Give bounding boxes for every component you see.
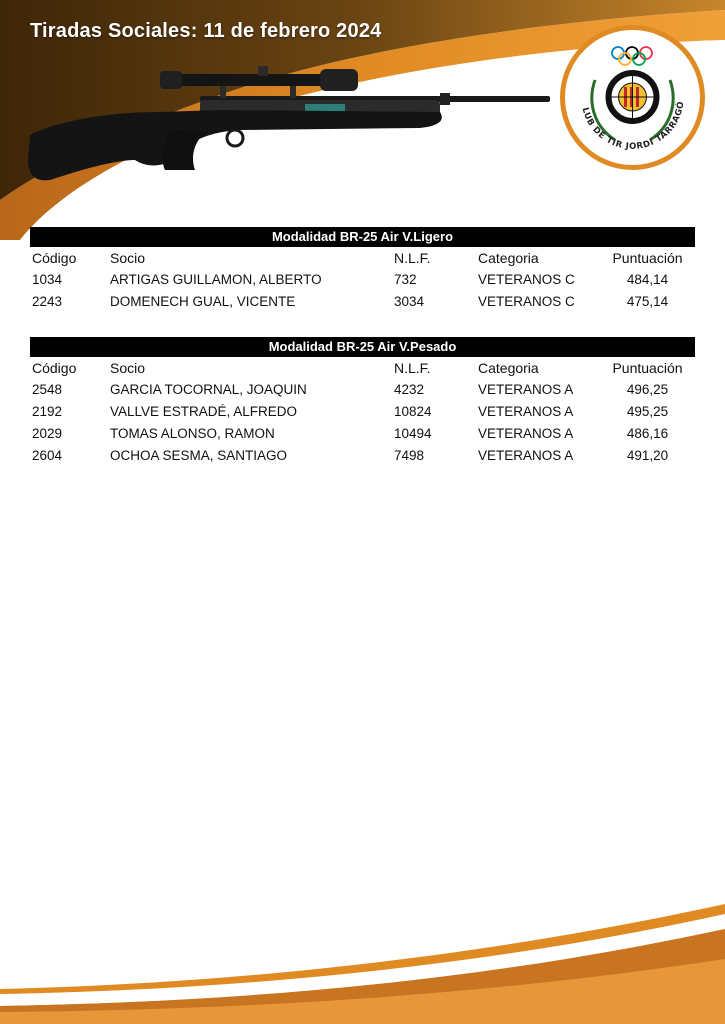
cell-nlf: 4232 — [394, 382, 425, 397]
cell-socio: VALLVE ESTRADÉ, ALFREDO — [110, 404, 298, 419]
svg-text:CLUB DE TIR JORDI TARRAGÓ — [560, 25, 686, 152]
cell-nlf: 10494 — [394, 426, 432, 441]
cell-nlf: 3034 — [394, 294, 425, 309]
cell-categoria: VETERANOS A — [478, 448, 574, 463]
col-categoria: Categoria — [478, 360, 539, 376]
table-row — [30, 379, 695, 401]
col-codigo: Código — [32, 250, 77, 266]
section-title: Modalidad BR-25 Air V.Pesado — [30, 337, 695, 357]
cell-categoria: VETERANOS C — [478, 272, 575, 287]
air-rifle-image — [20, 60, 560, 190]
cell-categoria: VETERANOS C — [478, 294, 575, 309]
section-title: Modalidad BR-25 Air V.Ligero — [30, 227, 695, 247]
col-puntuacion: Puntuación — [612, 250, 683, 266]
cell-puntuacion: 475,14 — [626, 294, 669, 309]
cell-puntuacion: 495,25 — [626, 404, 669, 419]
cell-socio: GARCIA TOCORNAL, JOAQUIN — [110, 382, 307, 397]
cell-puntuacion: 496,25 — [626, 382, 669, 397]
cell-nlf: 7498 — [394, 448, 425, 463]
table-row — [30, 401, 695, 423]
column-headers — [30, 357, 695, 379]
cell-nlf: 732 — [394, 272, 417, 287]
page-title: Tiradas Sociales: 11 de febrero 2024 — [30, 20, 382, 42]
table-row — [30, 445, 695, 467]
col-socio: Socio — [110, 360, 146, 376]
club-logo-text — [560, 25, 705, 170]
table-row — [30, 269, 695, 291]
cell-categoria: VETERANOS A — [478, 382, 574, 397]
col-nlf: N.L.F. — [394, 360, 431, 376]
cell-codigo: 2029 — [32, 426, 63, 441]
cell-puntuacion: 486,16 — [626, 426, 669, 441]
cell-codigo: 1034 — [32, 272, 63, 287]
cell-puntuacion: 484,14 — [626, 272, 669, 287]
col-codigo: Código — [32, 360, 77, 376]
cell-codigo: 2604 — [32, 448, 63, 463]
cell-socio: ARTIGAS GUILLAMON, ALBERTO — [110, 272, 322, 287]
club-name: LUB DE TIR JORDI TARRAGÓ — [579, 100, 687, 152]
cell-codigo: 2192 — [32, 404, 63, 419]
table-row — [30, 423, 695, 445]
cell-categoria: VETERANOS A — [478, 404, 574, 419]
col-categoria: Categoria — [478, 250, 539, 266]
section-pesado — [30, 337, 695, 467]
col-socio: Socio — [110, 250, 146, 266]
cell-socio: DOMENECH GUAL, VICENTE — [110, 294, 296, 309]
cell-categoria: VETERANOS A — [478, 426, 574, 441]
cell-socio: TOMAS ALONSO, RAMON — [110, 426, 275, 441]
cell-puntuacion: 491,20 — [626, 448, 669, 463]
cell-codigo: 2243 — [32, 294, 63, 309]
cell-nlf: 10824 — [394, 404, 432, 419]
table-row — [30, 291, 695, 313]
col-nlf: N.L.F. — [394, 250, 431, 266]
footer-background — [0, 884, 725, 1024]
cell-codigo: 2548 — [32, 382, 63, 397]
cell-socio: OCHOA SESMA, SANTIAGO — [110, 448, 288, 463]
column-headers — [30, 247, 695, 269]
col-puntuacion: Puntuación — [612, 360, 683, 376]
section-ligero — [30, 227, 695, 313]
